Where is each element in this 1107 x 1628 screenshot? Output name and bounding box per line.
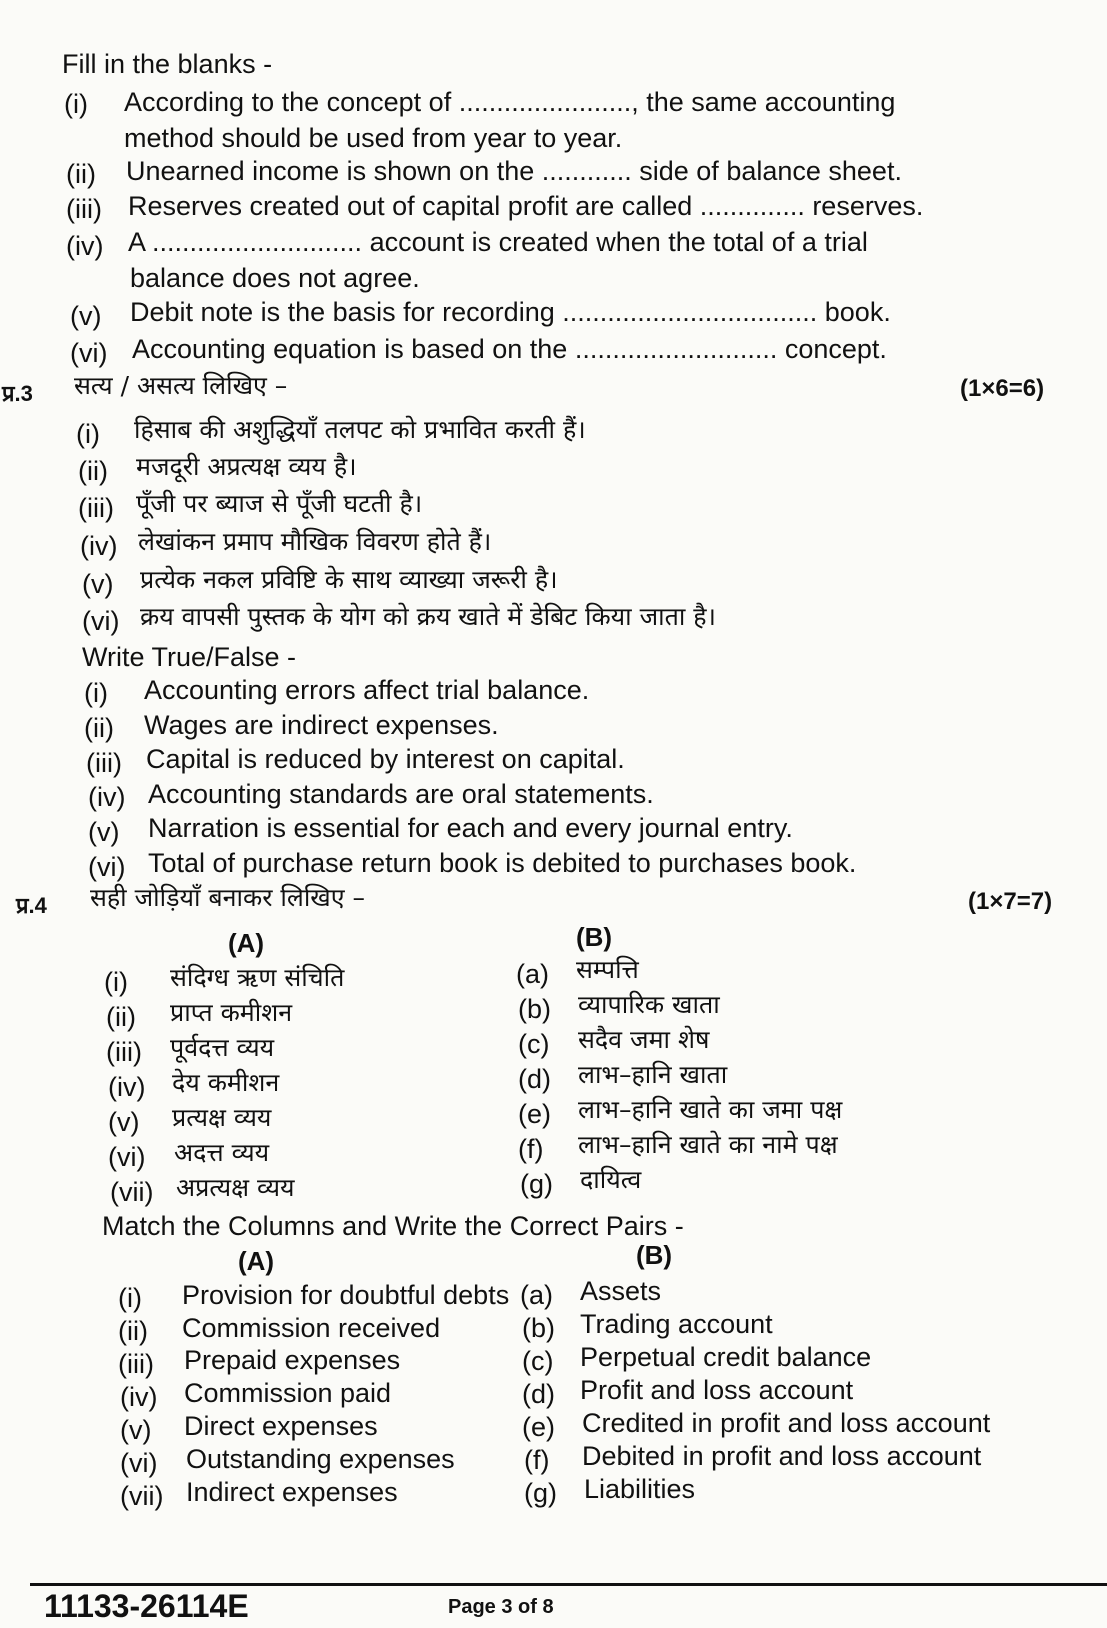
column-a-item: Outstanding expenses: [186, 1444, 455, 1474]
item-letter: (d): [522, 1379, 555, 1409]
statement-hindi: मजदूरी अप्रत्यक्ष व्यय है।: [136, 452, 357, 481]
item-letter: (c): [518, 1029, 550, 1059]
question-number: प्र.4: [16, 893, 47, 918]
column-a-item: अदत्त व्यय: [174, 1138, 270, 1167]
column-a-item: Indirect expenses: [186, 1477, 398, 1507]
item-number: (v): [88, 817, 120, 847]
column-a-item: प्राप्त कमीशन: [170, 998, 293, 1027]
question-text: According to the concept of ......................., the same accounting: [124, 87, 896, 117]
column-b-item: लाभ–हानि खाते का नामे पक्ष: [578, 1130, 838, 1159]
item-letter: (e): [522, 1412, 555, 1442]
item-number: (vi): [120, 1448, 158, 1478]
item-number: (vii): [110, 1177, 154, 1207]
column-b-item: Profit and loss account: [580, 1375, 854, 1405]
page-number: Page 3 of 8: [448, 1596, 554, 1618]
item-number: (vi): [82, 606, 120, 636]
statement-english: Accounting standards are oral statements.: [148, 779, 654, 809]
column-a-item: Provision for doubtful debts: [182, 1280, 510, 1310]
item-number: (i): [76, 419, 100, 449]
column-b-item: सदैव जमा शेष: [578, 1025, 710, 1054]
q3-title-hindi: सत्य / असत्य लिखिए –: [74, 371, 288, 400]
q4-marks: (1×7=7): [968, 888, 1053, 915]
item-number: (v): [70, 301, 102, 331]
column-a-item: संदिग्ध ऋण संचिति: [170, 963, 345, 992]
q4-title-hindi: सही जोड़ियाँ बनाकर लिखिए –: [90, 883, 366, 912]
column-a-item: प्रत्यक्ष व्यय: [172, 1103, 272, 1132]
column-a-heading: (A): [238, 1246, 275, 1276]
item-number: (ii): [118, 1316, 148, 1346]
item-letter: (f): [524, 1445, 550, 1475]
item-letter: (b): [518, 994, 551, 1024]
statement-hindi: प्रत्येक नकल प्रविष्टि के साथ व्याख्या जरूरी है।: [140, 565, 558, 594]
column-a-item: अप्रत्यक्ष व्यय: [176, 1173, 295, 1202]
item-letter: (e): [518, 1099, 551, 1129]
column-a-item: Commission received: [182, 1313, 441, 1343]
item-number: (iii): [118, 1349, 154, 1379]
column-b-heading: (B): [576, 922, 613, 952]
item-letter: (a): [520, 1280, 553, 1310]
question-text: Debit note is the basis for recording .................................. book.: [130, 297, 891, 327]
item-number: (vi): [70, 338, 108, 368]
column-b-item: Assets: [580, 1276, 662, 1306]
item-number: (v): [120, 1415, 152, 1445]
paper-code: 11133-26114E: [44, 1588, 249, 1624]
item-number: (v): [82, 569, 114, 599]
item-number: (iii): [78, 493, 114, 523]
item-number: (iv): [80, 531, 118, 561]
item-number: (iv): [120, 1382, 158, 1412]
item-number: (iv): [108, 1072, 146, 1102]
item-number: (iii): [106, 1037, 142, 1067]
column-b-item: लाभ–हानि खाते का जमा पक्ष: [578, 1095, 843, 1124]
column-b-item: Credited in profit and loss account: [582, 1408, 991, 1438]
question-text: method should be used from year to year.: [124, 123, 623, 153]
column-b-item: Debited in profit and loss account: [582, 1441, 982, 1471]
column-a-item: Commission paid: [184, 1378, 392, 1408]
q4-title-english: Match the Columns and Write the Correct Pairs -: [102, 1211, 684, 1241]
item-number: (ii): [78, 456, 108, 486]
item-number: (iii): [66, 194, 102, 224]
statement-hindi: हिसाब की अशुद्धियाँ तलपट को प्रभावित करती हैं।: [134, 415, 586, 444]
item-number: (vii): [120, 1481, 164, 1511]
item-number: (ii): [84, 713, 114, 743]
statement-english: Narration is essential for each and every journal entry.: [148, 813, 793, 843]
statement-hindi: क्रय वापसी पुस्तक के योग को क्रय खाते में डेबिट किया जाता है।: [140, 602, 717, 631]
item-number: (ii): [106, 1002, 136, 1032]
question-text: Unearned income is shown on the ............ side of balance sheet.: [126, 156, 902, 186]
statement-hindi: पूँजी पर ब्याज से पूँजी घटती है।: [136, 489, 423, 518]
item-number: (vi): [108, 1142, 146, 1172]
column-b-item: Trading account: [580, 1309, 773, 1339]
column-a-item: Prepaid expenses: [184, 1345, 401, 1375]
item-letter: (g): [524, 1478, 557, 1508]
item-letter: (b): [522, 1313, 555, 1343]
item-number: (iv): [66, 231, 104, 261]
statement-hindi: लेखांकन प्रमाप मौखिक विवरण होते हैं।: [138, 527, 492, 556]
item-number: (i): [64, 89, 88, 119]
q3-marks: (1×6=6): [960, 375, 1045, 402]
item-number: (v): [108, 1107, 140, 1137]
item-number: (iv): [88, 782, 126, 812]
column-a-item: Direct expenses: [184, 1411, 378, 1441]
question-text: Reserves created out of capital profit are called .............. reserves.: [128, 191, 924, 221]
fill-blanks-title: Fill in the blanks -: [62, 49, 273, 79]
question-text: balance does not agree.: [130, 263, 420, 293]
statement-english: Total of purchase return book is debited to purchases book.: [148, 848, 857, 878]
item-number: (ii): [66, 159, 96, 189]
q3-title-english: Write True/False -: [82, 642, 297, 672]
statement-english: Accounting errors affect trial balance.: [144, 675, 590, 705]
item-number: (i): [104, 967, 128, 997]
statement-english: Wages are indirect expenses.: [144, 710, 499, 740]
question-number: प्र.3: [2, 381, 33, 406]
column-b-item: Liabilities: [584, 1474, 696, 1504]
item-letter: (c): [522, 1346, 554, 1376]
column-b-item: दायित्व: [580, 1165, 642, 1194]
question-text: A ............................ account is created when the total of a trial: [128, 227, 868, 257]
column-b-item: लाभ–हानि खाता: [578, 1060, 728, 1089]
item-number: (i): [84, 678, 108, 708]
column-a-item: पूर्वदत्त व्यय: [170, 1033, 275, 1062]
item-number: (vi): [88, 852, 126, 882]
item-letter: (g): [520, 1169, 553, 1199]
item-number: (iii): [86, 748, 122, 778]
footer-divider: [30, 1583, 1107, 1586]
item-number: (i): [118, 1283, 142, 1313]
column-b-item: सम्पत्ति: [576, 955, 639, 984]
column-a-heading: (A): [228, 928, 265, 958]
column-b-item: व्यापारिक खाता: [578, 990, 720, 1019]
question-text: Accounting equation is based on the ........................... concept.: [132, 334, 887, 364]
statement-english: Capital is reduced by interest on capital.: [146, 744, 625, 774]
column-b-heading: (B): [636, 1240, 673, 1270]
column-a-item: देय कमीशन: [172, 1068, 280, 1097]
column-b-item: Perpetual credit balance: [580, 1342, 872, 1372]
item-letter: (f): [518, 1134, 544, 1164]
item-letter: (a): [516, 959, 549, 989]
item-letter: (d): [518, 1064, 551, 1094]
